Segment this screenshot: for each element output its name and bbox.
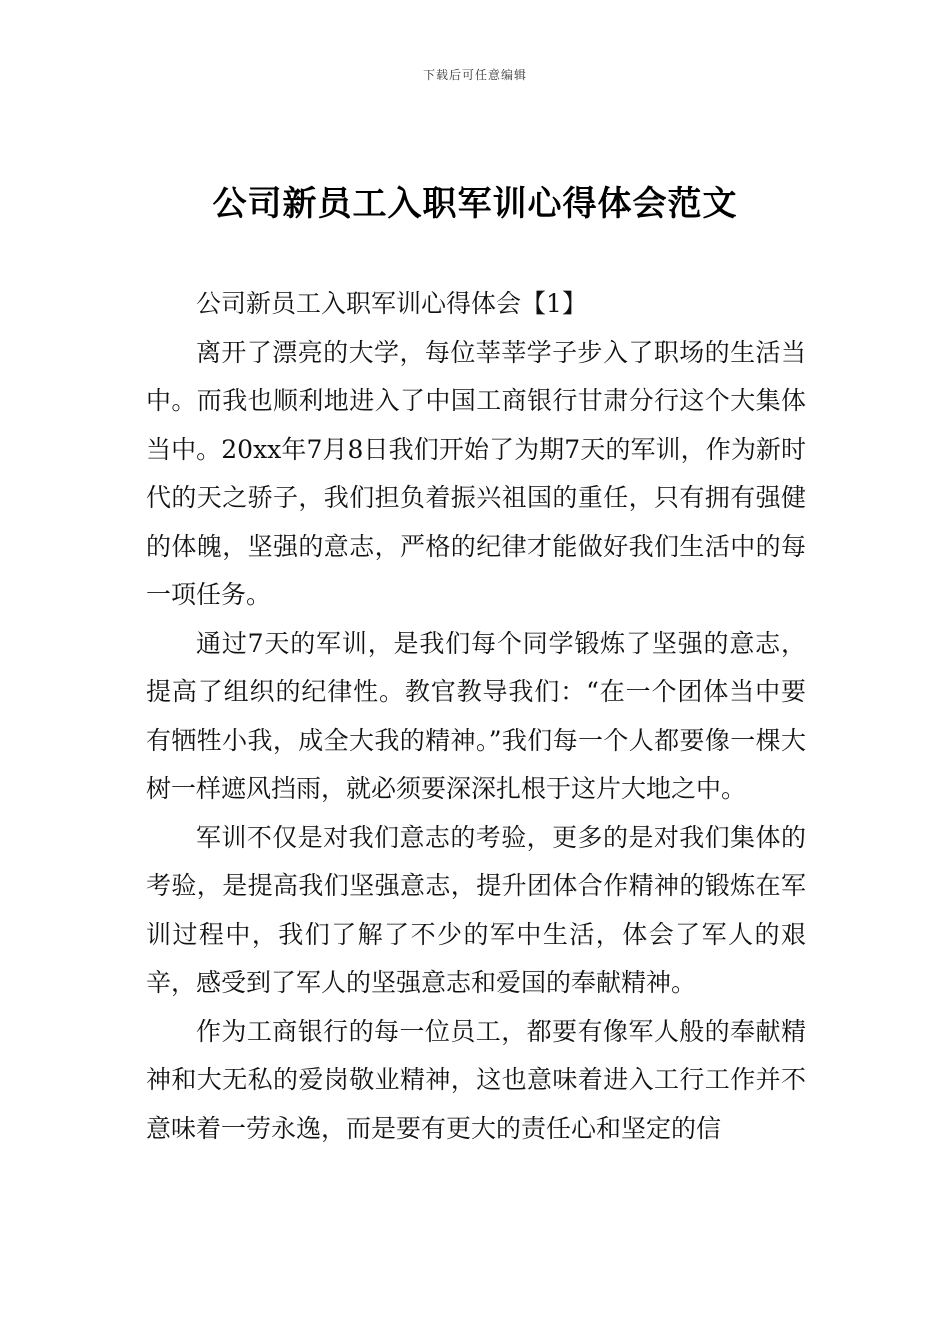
paragraph-4: 作为工商银行的每一位员工，都要有像军人般的奉献精神和大无私的爱岗敬业精神，这也意味着进入工行工作并不意味着一劳永逸，而是要有更大的责任心和坚定的信 xyxy=(146,1016,806,1143)
document-body xyxy=(146,280,806,1153)
paragraph-2: 通过7天的军训，是我们每个同学锻炼了坚强的意志，提高了组织的纪律性。教官教导我们：“在一个团体当中要有牺牲小我，成全大我的精神。”我们每一个人都要像一棵大树一样遮风挡雨，就必须要深深扎根于这片大地之中。 xyxy=(146,628,806,803)
paragraph-1: 离开了漂亮的大学，每位莘莘学子步入了职场的生活当中。而我也顺利地进入了中国工商银行甘肃分行这个大集体当中。20xx年7月8日我们开始了为期7天的军训，作为新时代的天之骄子，我们担负着振兴祖国的重任，只有拥有强健的体魄，坚强的意志，严格的纪律才能做好我们生活中的每一项任务。 xyxy=(146,337,806,609)
header-note: 下载后可任意编辑 xyxy=(422,68,527,82)
document-title: 公司新员工入职军训心得体会范文 xyxy=(212,184,738,224)
paragraph-3: 军训不仅是对我们意志的考验，更多的是对我们集体的考验，是提高我们坚强意志，提升团体合作精神的锻炼在军训过程中，我们了解了不少的军中生活，体会了军人的艰辛，感受到了军人的坚强意志和爱国的奉献精神。 xyxy=(146,822,806,997)
section-heading: 公司新员工入职军训心得体会【1】 xyxy=(196,289,587,318)
